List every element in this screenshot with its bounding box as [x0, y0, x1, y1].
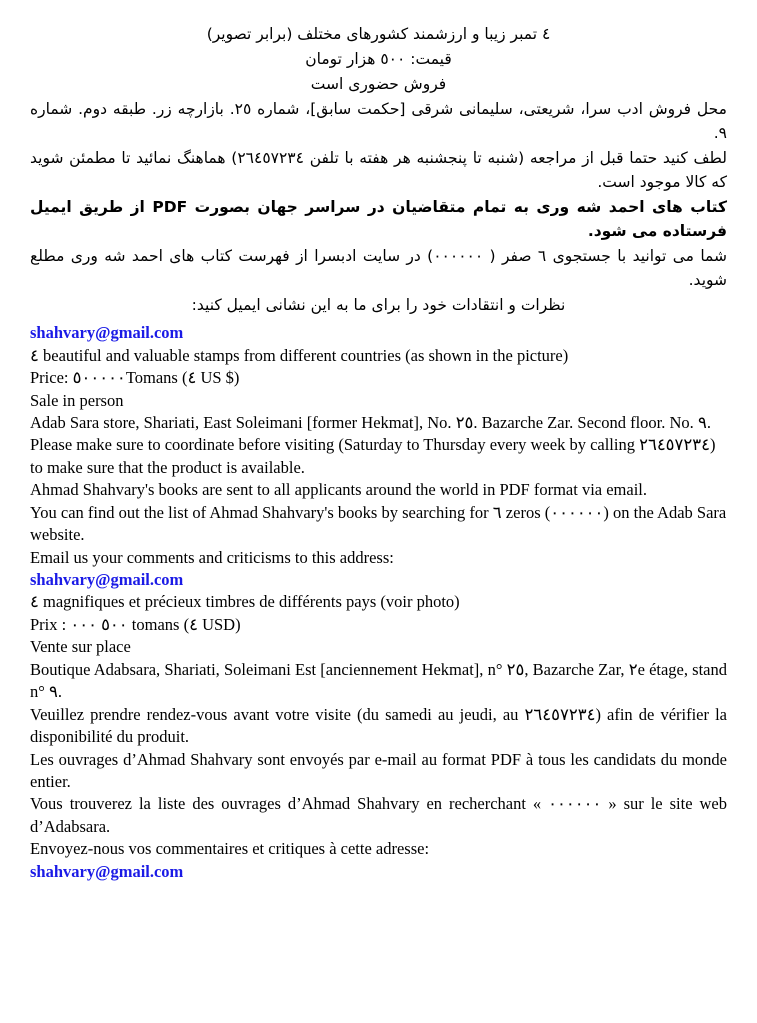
persian-line-3: فروش حضوری است	[310, 75, 447, 94]
persian-line-5: لطف کنید حتما قبل از مراجعه (شنبه تا پنجشنبه هر هفته با تلفن ٢٦٤٥٧٢٣٤) هماهنگ نمائید تا مطمئن شوید که کالا موجود است.	[30, 149, 727, 192]
english-line-7: You can find out the list of Ahmad Shahvary's books by searching for ٦ zeros (٠٠٠٠٠٠) on the Adab Sara website.	[30, 502, 727, 545]
english-line-1: ٤ beautiful and valuable stamps from different countries (as shown in the picture)	[30, 345, 569, 365]
english-line-2: Price: ٥٠٠٠٠٠Tomans (٤ US $)	[30, 368, 240, 388]
email-link-persian[interactable]: shahvary@gmail.com	[30, 323, 184, 343]
english-line-8: Email us your comments and criticisms to this address:	[30, 547, 394, 567]
english-line-6: Ahmad Shahvary's books are sent to all applicants around the world in PDF format via email.	[30, 480, 648, 500]
persian-line-4: محل فروش ادب سرا، شریعتی، سلیمانی شرقی [حکمت سابق]، شماره ٢٥. بازارچه زر. طبقه دوم. شماره ٩.	[30, 100, 727, 143]
persian-bold-note: کتاب های احمد شه وری به تمام متقاضیان در سراسر جهان بصورت PDF از طریق ایمیل فرستاده می شود.	[30, 198, 727, 241]
email-link-french[interactable]: shahvary@gmail.com	[30, 861, 184, 881]
english-line-4: Adab Sara store, Shariati, East Soleimani [former Hekmat], No. ٢٥. Bazarche Zar. Second floor. No. ٩.	[30, 412, 711, 432]
persian-line-2: قیمت: ٥٠٠ هزار تومان	[305, 50, 452, 69]
english-section	[30, 345, 727, 569]
french-line-4: Boutique Adabsara, Shariati, Soleimani Est [anciennement Hekmat], n° ٢٥, Bazarche Zar, ٢e étage, stand n° ٩.	[30, 659, 727, 702]
persian-section	[30, 22, 727, 317]
french-line-6: Les ouvrages d’Ahmad Shahvary sont envoyés par e-mail au format PDF à tous les candidats du monde entier.	[30, 749, 727, 791]
english-line-3: Sale in person	[30, 390, 124, 410]
french-line-7: Vous trouverez la liste des ouvrages d’Ahmad Shahvary en recherchant « ٠٠٠٠٠٠ » sur le site web d’Adabsara.	[30, 794, 727, 836]
french-line-3: Vente sur place	[30, 637, 131, 657]
french-section	[30, 591, 727, 860]
persian-line-7: نظرات و انتقادات خود را برای ما به این نشانی ایمیل کنید:	[191, 296, 566, 315]
persian-line-6: شما می توانید با جستجوی ٦ صفر ( ٠٠٠٠٠٠) در سایت ادبسرا از فهرست کتاب های احمد شه وری مطلع شوید.	[30, 247, 727, 290]
persian-line-1: ٤ تمبر زیبا و ارزشمند کشورهای مختلف (برابر تصویر)	[206, 25, 551, 43]
english-line-5: Please make sure to coordinate before visiting (Saturday to Thursday every week by calling ٢٦٤٥٧٢٣٤) to make sure that the product is available.	[30, 435, 716, 477]
email-link-english[interactable]: shahvary@gmail.com	[30, 570, 184, 589]
french-line-8: Envoyez-nous vos commentaires et critiques à cette adresse:	[30, 839, 430, 859]
french-line-5: Veuillez prendre rendez-vous avant votre visite (du samedi au jeudi, au ٢٦٤٥٧٢٣٤) afin de vérifier la disponibilité du produit.	[30, 704, 728, 747]
french-line-1: ٤ magnifiques et précieux timbres de différents pays (voir photo)	[30, 592, 460, 612]
french-line-2: Prix : ٥٠٠ ٠٠٠ tomans (٤ USD)	[30, 614, 241, 634]
